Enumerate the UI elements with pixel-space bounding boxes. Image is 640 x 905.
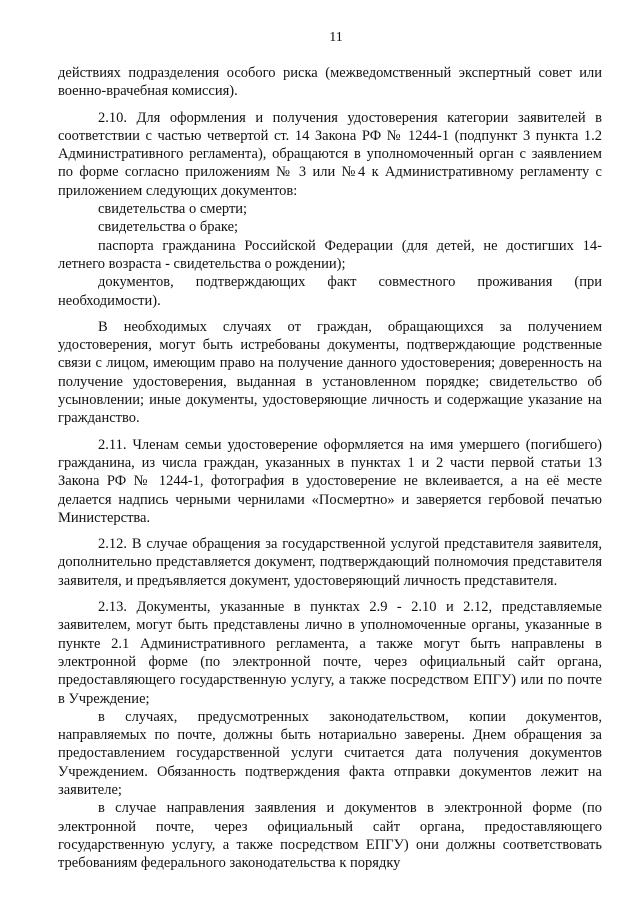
paragraph: документов, подтверждающих факт совместного проживания (при необходимости).	[58, 274, 602, 309]
paragraph: в случае направления заявления и документов в электронной форме (по электронной почте, через официальный сайт органа, предоставляющего государственную услугу, а также посредством ЕПГУ) они должны соответствовать требованиям федерального законодательства к порядку	[58, 800, 602, 872]
paragraph: 2.12. В случае обращения за государственной услугой представителя заявителя, дополнительно представляется документ, подтверждающий полномочия представителя заявителя, и предъявляется документ, удостоверяющий личность представителя.	[58, 536, 602, 589]
paragraph: свидетельства о браке;	[98, 219, 239, 236]
paragraph: в случаях, предусмотренных законодательством, копии документов, направляемых по почте, должны быть нотариально заверены. Днем обращения за предоставлением государственной услуги считается дата получения документов Учреждением. Обязанность подтверждения факта отправки документов лежит на заявителе;	[58, 708, 602, 798]
paragraph: В необходимых случаях от граждан, обращающихся за получением удостоверения, могут быть истребованы документы, подтверждающие родственные связи с лицом, имеющим право на получение данного удостоверения; доверенность на получение удостоверения, выданная в установленном порядке; свидетельство об усыновлении; иные документы, удостоверяющие личность и содержащие указание на гражданство.	[58, 318, 602, 427]
paragraph: действиях подразделения особого риска (межведомственный экспертный совет или военно-врачебная комиссия).	[58, 65, 602, 100]
document-body	[58, 64, 602, 872]
paragraph: 2.13. Документы, указанные в пунктах 2.9 - 2.10 и 2.12, представляемые заявителем, могут быть представлены лично в уполномоченные органы, указанные в пункте 2.1 Административного регламента, а также могут быть направлены в электронной форме (по электронной почте, через официальный сайт органа, предоставляющего государственную услугу, а также посредством ЕПГУ) или по почте в Учреждение;	[58, 599, 602, 707]
page-number: 11	[329, 30, 343, 45]
paragraph: свидетельства о смерти;	[98, 201, 248, 218]
paragraph: 2.10. Для оформления и получения удостоверения категории заявителей в соответствии с частью четвертой ст. 14 Закона РФ № 1244-1 (подпункт 3 пункта 1.2 Административного регламента), обращаются в уполномоченный орган с заявлением по форме согласно приложениям № 3 или №4 к Административному регламенту с приложением следующих документов:	[58, 109, 602, 199]
paragraph: паспорта гражданина Российской Федерации (для детей, не достигших 14-летнего возраста - свидетельства о рождении);	[58, 237, 602, 272]
paragraph: 2.11. Членам семьи удостоверение оформляется на имя умершего (погибшего) гражданина, из числа граждан, указанных в пунктах 1 и 2 части первой статьи 13 Закона РФ № 1244-1, фотография в удостоверение не вклеивается, а на её месте делается надпись черными чернилами «Посмертно» и заверяется гербовой печатью Министерства.	[58, 436, 602, 526]
